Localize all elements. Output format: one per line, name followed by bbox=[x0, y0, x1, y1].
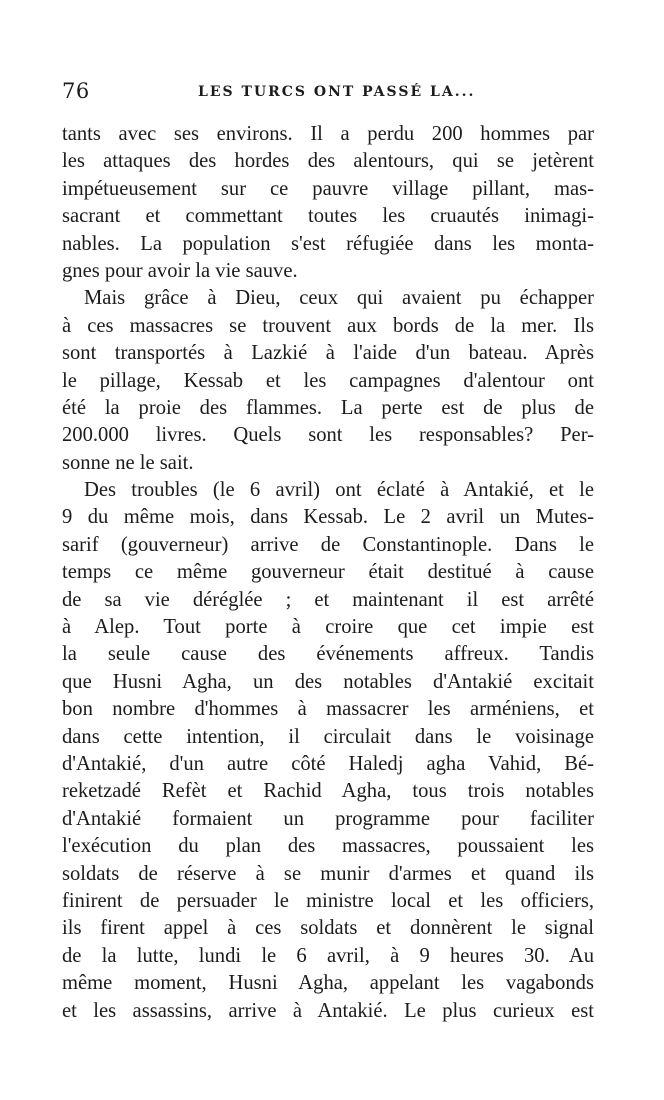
text-line: sont transportés à Lazkié à l'aide d'un bateau. Après bbox=[62, 342, 594, 365]
text-line: sacrant et commettant toutes les cruautés inimagi- bbox=[62, 205, 594, 228]
text-line: soldats de réserve à se munir d'armes et quand ils bbox=[62, 862, 594, 885]
text-line: bon nombre d'hommes à massacrer les arméniens, et bbox=[62, 698, 594, 721]
text-line: le pillage, Kessab et les campagnes d'alentour ont bbox=[62, 369, 594, 392]
body-text bbox=[62, 121, 594, 1025]
text-line: sarif (gouverneur) arrive de Constantinople. Dans le bbox=[62, 533, 594, 556]
text-line: à ces massacres se trouvent aux bords de la mer. Ils bbox=[62, 314, 594, 337]
text-line: tants avec ses environs. Il a perdu 200 hommes par bbox=[62, 123, 594, 145]
text-line: 200.000 livres. Quels sont les responsables? Per- bbox=[62, 424, 594, 447]
text-line: l'exécution du plan des massacres, poussaient les bbox=[62, 835, 594, 858]
text-line: d'Antakié formaient un programme pour faciliter bbox=[62, 807, 594, 830]
text-line: reketzadé Refèt et Rachid Agha, tous trois notables bbox=[62, 780, 594, 803]
text-line: à Alep. Tout porte à croire que cet impie est bbox=[62, 616, 594, 639]
text-line: que Husni Agha, un des notables d'Antakié excitait bbox=[62, 670, 594, 693]
text-line: d'Antakié, d'un autre côté Haledj agha Vahid, Bé- bbox=[62, 752, 594, 775]
text-line: la seule cause des événements affreux. Tandis bbox=[62, 643, 594, 666]
text-line: même moment, Husni Agha, appelant les vagabonds bbox=[62, 972, 594, 995]
page-number: 76 bbox=[62, 79, 90, 103]
paragraph bbox=[62, 121, 594, 285]
text-line: et les assassins, arrive à Antakié. Le plus curieux est bbox=[62, 999, 594, 1022]
text-line: été la proie des flammes. La perte est de plus de bbox=[62, 396, 594, 419]
paragraph bbox=[62, 477, 594, 1025]
text-line: nables. La population s'est réfugiée dans les monta- bbox=[62, 232, 594, 255]
text-line: finirent de persuader le ministre local et les officiers, bbox=[62, 889, 594, 912]
text-line: gnes pour avoir la vie sauve. bbox=[62, 259, 298, 282]
running-head: LES TURCS ONT PASSÉ LA... bbox=[198, 84, 476, 100]
text-line: 9 du même mois, dans Kessab. Le 2 avril un Mutes- bbox=[62, 506, 594, 529]
paragraph bbox=[62, 285, 594, 477]
text-line: sonne ne le sait. bbox=[62, 451, 194, 474]
text-line: Des troubles (le 6 avril) ont éclaté à Antakié, et le bbox=[84, 479, 594, 502]
text-line: les attaques des hordes des alentours, qui se jetèrent bbox=[62, 150, 594, 173]
text-line: ils firent appel à ces soldats et donnèrent le signal bbox=[62, 917, 594, 940]
text-line: dans cette intention, il circulait dans le voisinage bbox=[62, 725, 594, 748]
text-line: de sa vie déréglée ; et maintenant il est arrêté bbox=[62, 588, 594, 611]
text-line: temps ce même gouverneur était destitué à cause bbox=[62, 561, 594, 584]
text-line: Mais grâce à Dieu, ceux qui avaient pu échapper bbox=[84, 287, 594, 310]
text-line: de la lutte, lundi le 6 avril, à 9 heures 30. Au bbox=[62, 944, 594, 967]
text-line: impétueusement sur ce pauvre village pillant, mas- bbox=[62, 177, 594, 200]
page-header bbox=[62, 78, 602, 108]
